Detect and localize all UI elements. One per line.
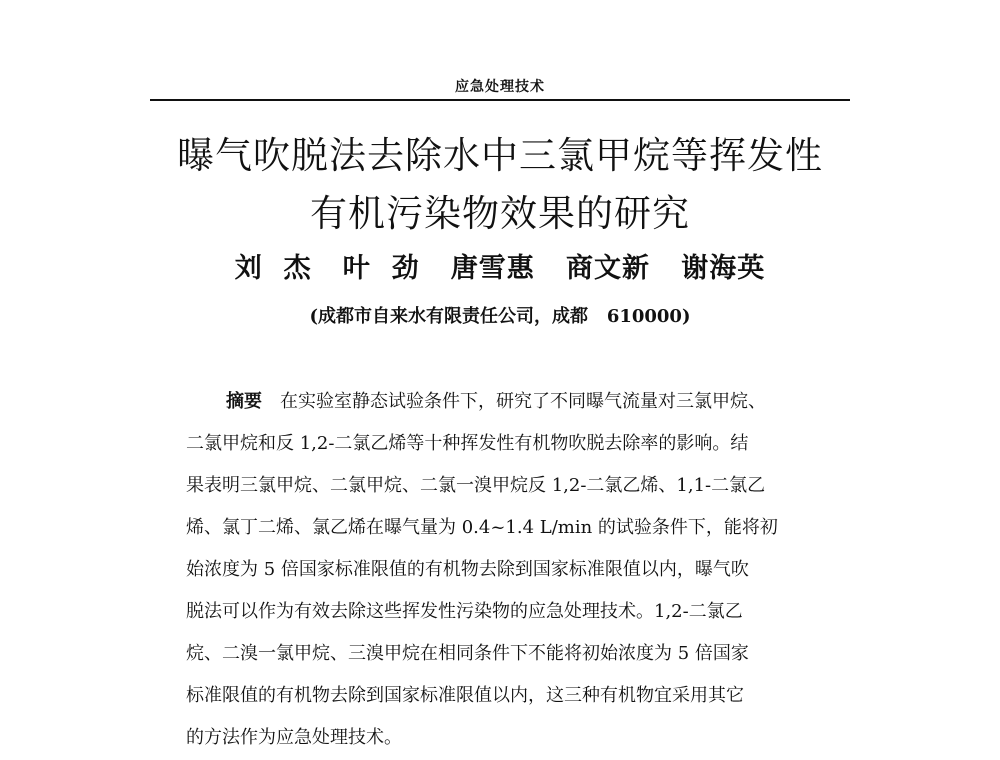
affiliation: (成都市自来水有限责任公司，成都 610000) xyxy=(309,306,691,327)
running-head: 应急处理技术 xyxy=(455,79,545,95)
abstract-line-3: 果表明三氯甲烷、二氯甲烷、二氯一溴甲烷反 1,2-二氯乙烯、1,1-二氯乙 xyxy=(186,475,766,496)
abstract-line-7: 烷、二溴一氯甲烷、三溴甲烷在相同条件下不能将初始浓度为 5 倍国家 xyxy=(186,643,749,664)
abstract-line-4: 烯、氯丁二烯、氯乙烯在曝气量为 0.4~1.4 L/min 的试验条件下，能将初 xyxy=(186,517,778,538)
abstract-line-1 xyxy=(226,390,766,414)
header-rule xyxy=(150,99,850,101)
abstract-line-6: 脱法可以作为有效去除这些挥发性污染物的应急处理技术。1,2-二氯乙 xyxy=(186,601,743,622)
abstract-line-9: 的方法作为应急处理技术。 xyxy=(186,727,402,748)
abstract-label: 摘要 xyxy=(226,391,262,412)
abstract-line-8: 标准限值的有机物去除到国家标准限值以内，这三种有机物宜采用其它 xyxy=(186,685,744,706)
abstract-text: 在实验室静态试验条件下，研究了不同曝气流量对三氯甲烷、 xyxy=(280,391,766,412)
author-list: 刘 杰 叶 劲 唐雪惠 商文新 谢海英 xyxy=(234,253,766,284)
abstract-line-5: 始浓度为 5 倍国家标准限值的有机物去除到国家标准限值以内，曝气吹 xyxy=(186,559,749,580)
abstract-line-2: 二氯甲烷和反 1,2-二氯乙烯等十种挥发性有机物吹脱去除率的影响。结 xyxy=(186,433,749,454)
paper-title-line-2: 有机污染物效果的研究 xyxy=(310,192,690,235)
paper-title-line-1: 曝气吹脱法去除水中三氯甲烷等挥发性 xyxy=(177,134,823,177)
